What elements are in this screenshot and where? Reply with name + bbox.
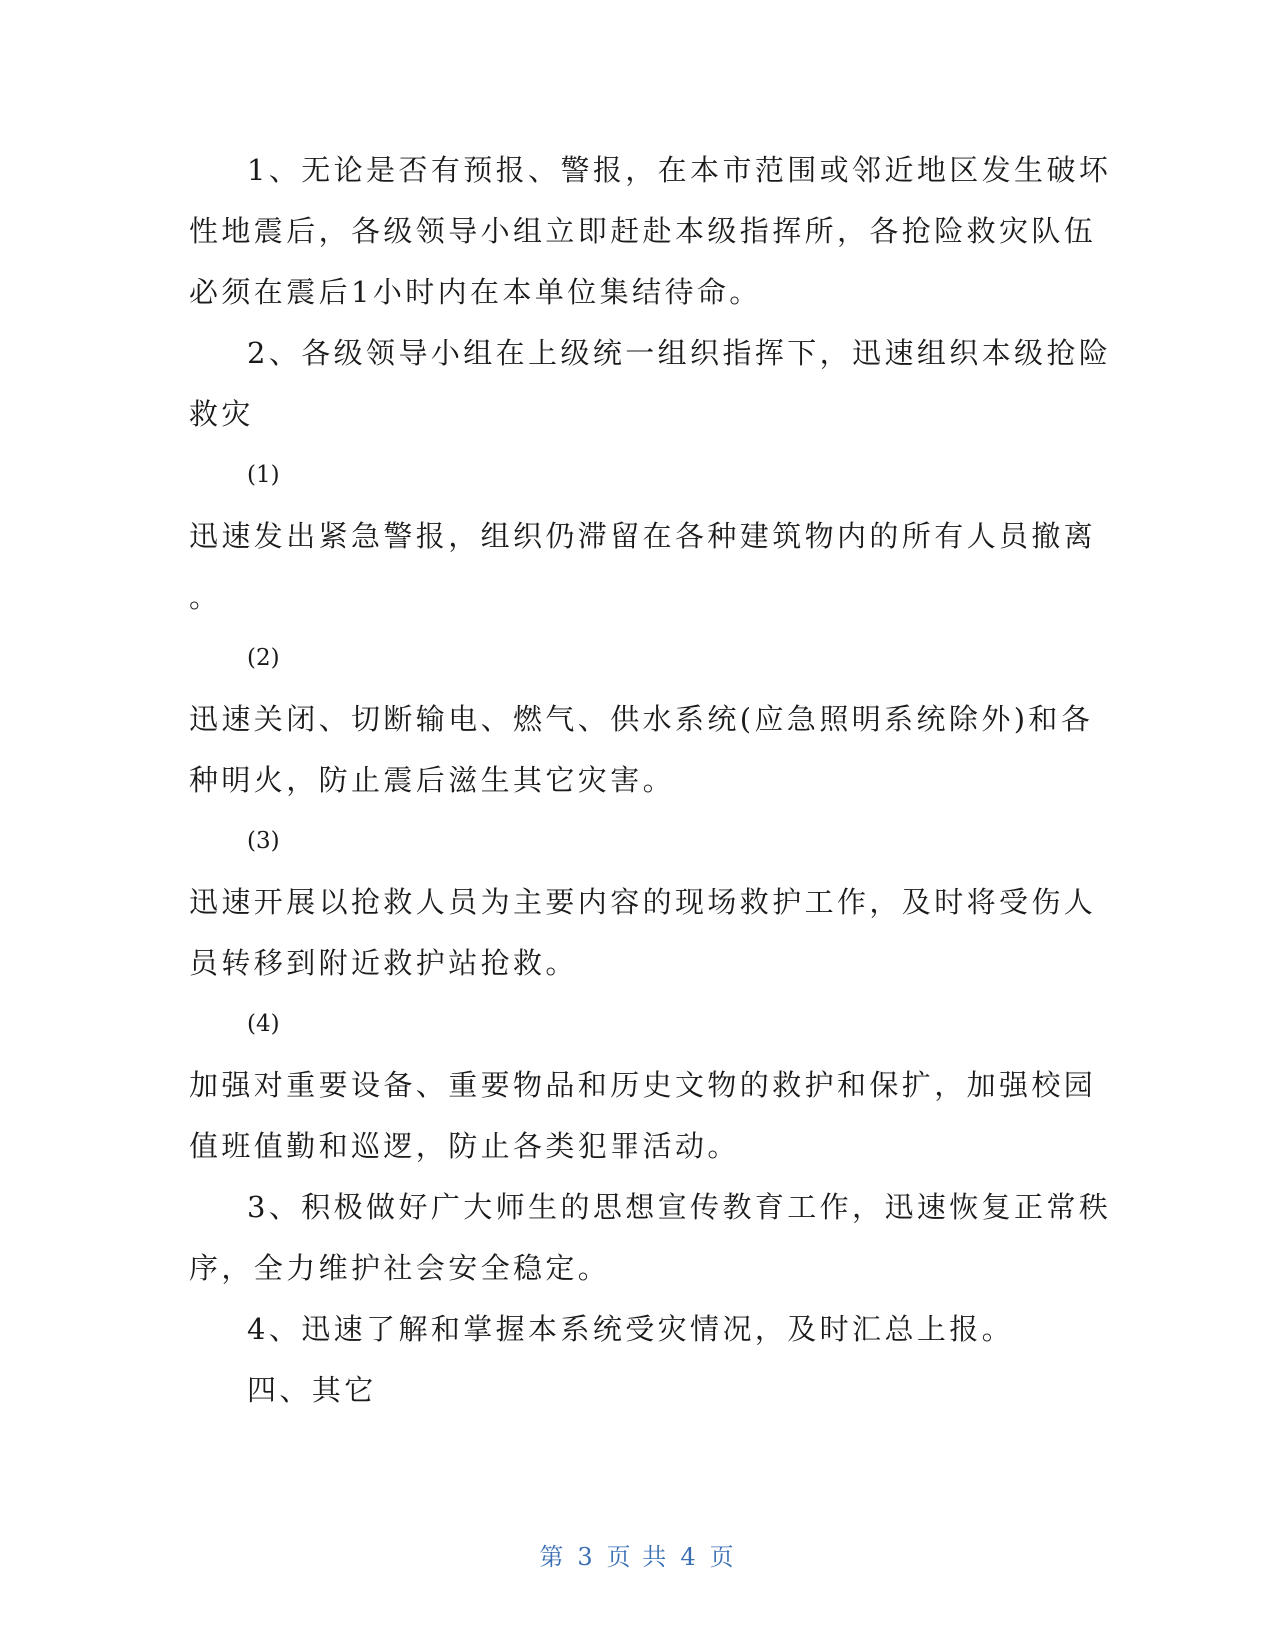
list-number: (2) — [247, 645, 280, 671]
list-number: (3) — [247, 828, 280, 854]
paragraph-line: 救灾 — [189, 397, 254, 431]
paragraph-line: 。 — [189, 580, 222, 614]
paragraph-line: 序，全力维护社会安全稳定。 — [189, 1251, 611, 1285]
list-number: (1) — [247, 462, 280, 488]
paragraph-line: 4、迅速了解和掌握本系统受灾情况，及时汇总上报。 — [247, 1312, 1015, 1346]
paragraph-line: 性地震后，各级领导小组立即赶赴本级指挥所，各抢险救灾队伍 — [189, 214, 1097, 248]
paragraph-line: 3、积极做好广大师生的思想宣传教育工作，迅速恢复正常秩 — [247, 1190, 1112, 1224]
page-footer — [0, 1537, 1275, 1572]
paragraph-line: 2、各级领导小组在上级统一组织指挥下，迅速组织本级抢险 — [247, 336, 1112, 370]
page-prefix: 第 — [539, 1543, 566, 1571]
paragraph-line: 迅速开展以抢救人员为主要内容的现场救护工作，及时将受伤人 — [189, 885, 1097, 919]
paragraph-line: 1、无论是否有预报、警报，在本市范围或邻近地区发生破坏 — [247, 153, 1112, 187]
paragraph-line: 种明火，防止震后滋生其它灾害。 — [189, 763, 676, 797]
list-number: (4) — [247, 1011, 280, 1037]
paragraph-line: 迅速发出紧急警报，组织仍滞留在各种建筑物内的所有人员撤离 — [189, 519, 1097, 553]
paragraph-line: 加强对重要设备、重要物品和历史文物的救护和保扩，加强校园 — [189, 1068, 1097, 1102]
body-text — [189, 140, 1112, 1421]
page-mid: 页 共 — [606, 1543, 669, 1571]
paragraph-line: 员转移到附近救护站抢救。 — [189, 946, 578, 980]
paragraph-line: 迅速关闭、切断输电、燃气、供水系统(应急照明系统除外)和各 — [189, 702, 1094, 736]
page-suffix: 页 — [709, 1543, 736, 1571]
section-heading: 四、其它 — [247, 1373, 377, 1407]
paragraph-line: 值班值勤和巡逻，防止各类犯罪活动。 — [189, 1129, 740, 1163]
paragraph-line: 必须在震后1小时内在本单位集结待命。 — [189, 275, 762, 309]
total-pages-number: 4 — [680, 1543, 698, 1571]
current-page-number: 3 — [577, 1543, 595, 1571]
